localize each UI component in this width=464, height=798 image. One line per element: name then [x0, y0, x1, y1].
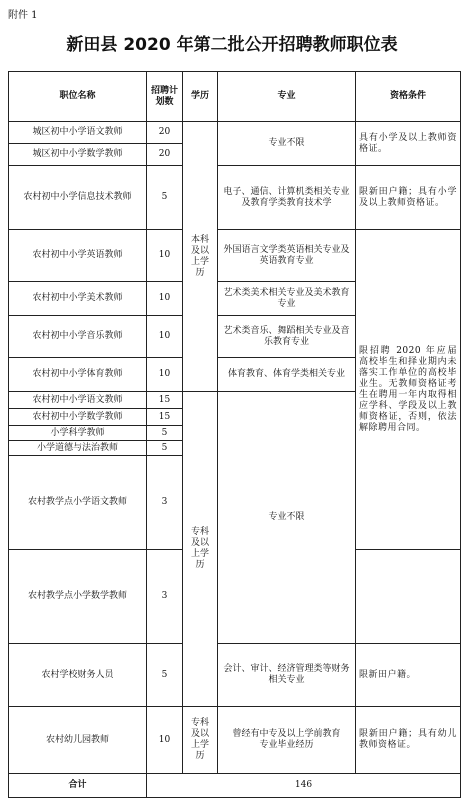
- quota-value: 10: [147, 358, 183, 392]
- quota-value: 10: [147, 230, 183, 282]
- position-name: 农村幼儿园教师: [9, 707, 147, 774]
- quota-value: 5: [147, 644, 183, 707]
- position-name: 农村初中小学音乐教师: [9, 316, 147, 358]
- position-name: 农村初中小学信息技术教师: [9, 166, 147, 230]
- quota-value: 10: [147, 316, 183, 358]
- position-name: 农村初中小学英语教师: [9, 230, 147, 282]
- table-row: [9, 644, 461, 707]
- position-name: 农村教学点小学数学教师: [9, 550, 147, 644]
- major-cell: 艺术类音乐、舞蹈相关专业及音乐教育专业: [218, 316, 356, 358]
- table-row: [9, 122, 461, 144]
- position-name: 农村学校财务人员: [9, 644, 147, 707]
- page-title: 新田县 2020 年第二批公开招聘教师职位表: [66, 35, 398, 55]
- major-cell: 会计、审计、经济管理类等财务相关专业: [218, 644, 356, 707]
- total-label: 合计: [9, 774, 147, 798]
- position-name: 城区初中小学语文教师: [9, 122, 147, 144]
- header-position: 职位名称: [9, 72, 147, 122]
- qualification-cell: 具有小学及以上教师资格证。: [356, 122, 461, 166]
- qualification-cell: 限新田户籍；具有幼儿教师资格证。: [356, 707, 461, 774]
- major-cell: 专业不限: [218, 392, 356, 644]
- quota-value: 5: [147, 441, 183, 456]
- header-qualification: 资格条件: [356, 72, 461, 122]
- total-row: [9, 774, 461, 798]
- table-row: [9, 707, 461, 774]
- header-education: 学历: [183, 72, 218, 122]
- major-cell: 外国语言文学类英语相关专业及英语教育专业: [218, 230, 356, 282]
- qualification-cell: 限招聘 2020 年应届高校毕生和择业期内未落实工作单位的高校毕业生。无教师资格证考生在聘用一年内取得相应学科、学段及以上教师资格证，否则，依法解除聘用合同。: [356, 230, 461, 550]
- attachment-label: 附件 1: [8, 10, 38, 21]
- total-value: 146: [147, 774, 461, 798]
- education-cell: 专科及以上学历: [183, 392, 218, 707]
- education-cell: 本科及以上学历: [183, 122, 218, 392]
- position-name: 农村初中小学体育教师: [9, 358, 147, 392]
- position-name: 小学道德与法治教师: [9, 441, 147, 456]
- quota-value: 5: [147, 426, 183, 441]
- position-name: 农村教学点小学语文教师: [9, 456, 147, 550]
- major-cell: 曾经有中专及以上学前教育专业毕业经历: [218, 707, 356, 774]
- quota-value: 10: [147, 282, 183, 316]
- education-cell: 专科及以上学历: [183, 707, 218, 774]
- major-cell: 艺术类美术相关专业及美术教育专业: [218, 282, 356, 316]
- quota-value: 20: [147, 144, 183, 166]
- quota-value: 20: [147, 122, 183, 144]
- position-name: 小学科学教师: [9, 426, 147, 441]
- quota-value: 3: [147, 550, 183, 644]
- qualification-cell: 限新田户籍；具有小学及以上教师资格证。: [356, 166, 461, 230]
- header-row: [9, 72, 461, 122]
- major-cell: 专业不限: [218, 122, 356, 166]
- quota-value: 15: [147, 409, 183, 426]
- table-row: [9, 230, 461, 282]
- header-major: 专业: [218, 72, 356, 122]
- position-name: 农村初中小学美术教师: [9, 282, 147, 316]
- major-cell: 电子、通信、计算机类相关专业及教育学类教育技术学: [218, 166, 356, 230]
- qualification-cell: 限新田户籍。: [356, 644, 461, 707]
- position-name: 城区初中小学数学教师: [9, 144, 147, 166]
- position-name: 农村初中小学语文教师: [9, 392, 147, 409]
- quota-value: 15: [147, 392, 183, 409]
- positions-table: [8, 71, 461, 798]
- quota-value: 5: [147, 166, 183, 230]
- table-row: [9, 166, 461, 230]
- quota-value: 10: [147, 707, 183, 774]
- position-name: 农村初中小学数学教师: [9, 409, 147, 426]
- header-quota: 招聘计划数: [147, 72, 183, 122]
- quota-value: 3: [147, 456, 183, 550]
- major-cell: 体育教育、体育学类相关专业: [218, 358, 356, 392]
